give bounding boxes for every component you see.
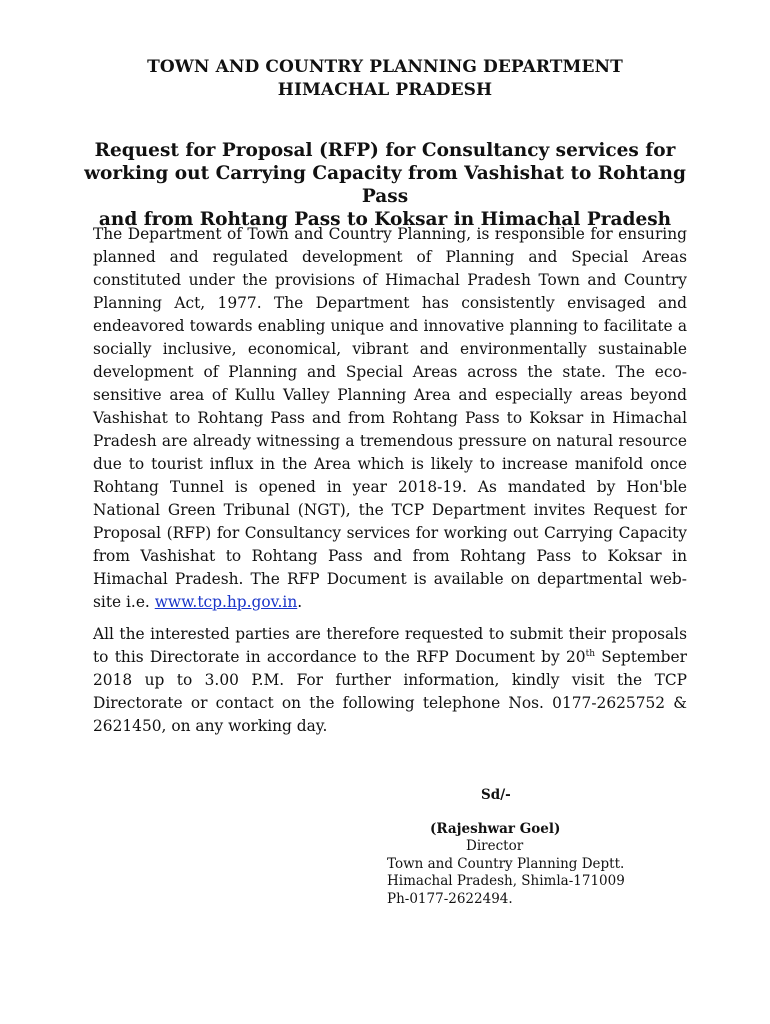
- department-header: [0, 56, 770, 102]
- paragraph-2-end: September 2018 up to 3.00 P.M. For further information, kindly visit the TCP Directorate or contact on the following telephone Nos. 0177-2625752 & 2621450, on any working day.: [93, 648, 687, 735]
- paragraph-1-end: .: [297, 593, 303, 611]
- signed-mark: Sd/-: [481, 787, 511, 803]
- body-paragraph-2: [93, 623, 687, 738]
- signer-office: Town and Country Planning Deptt.: [387, 855, 625, 872]
- signer-address: Himachal Pradesh, Shimla-171009: [387, 873, 625, 889]
- signature-block: [387, 787, 647, 908]
- state-name: HIMACHAL PRADESH: [277, 80, 493, 100]
- rfp-title-line-3: and from Rohtang Pass to Koksar in Himachal Pradesh: [98, 209, 672, 230]
- website-link[interactable]: www.tcp.hp.gov.in: [154, 593, 298, 611]
- department-name: TOWN AND COUNTRY PLANNING DEPARTMENT: [147, 57, 623, 77]
- signer-title: Director: [466, 838, 524, 854]
- paragraph-1-text: The Department of Town and Country Planning, is responsible for ensuring planned and regulated development of Planning and Special Areas constituted under the provisions of Himachal Pradesh Town and Country Planning Act, 1977. The Department has consistently envisaged and endeavored towards enabling unique and innovative planning to facilitate a socially inclusive, economical, vibrant and environmentally sustainable development of Planning and Special Areas across the state. The eco-sensitive area of Kullu Valley Planning Area and especially areas beyond Vashishat to Rohtang Pass and from Rohtang Pass to Koksar in Himachal Pradesh are already witnessing a tremendous pressure on natural resource due to tourist influx in the Area which is likely to increase manifold once Rohtang Tunnel is opened in year 2018-19. As mandated by Hon'ble National Green Tribunal (NGT), the TCP Department invites Request for Proposal (RFP) for Consultancy services for working out Carrying Capacity from Vashishat to Rohtang Pass and from Rohtang Pass to Koksar in Himachal Pradesh. The RFP Document is available on departmental web-site i.e.: [93, 225, 687, 611]
- rfp-title-line-1: Request for Proposal (RFP) for Consultancy services for: [94, 140, 676, 161]
- rfp-title-line-2: working out Carrying Capacity from Vashishat to Rohtang Pass: [84, 163, 686, 207]
- ordinal-suffix: th: [585, 648, 595, 659]
- rfp-title: [80, 139, 690, 231]
- signer-name: (Rajeshwar Goel): [430, 820, 561, 837]
- signer-phone: Ph-0177-2622494.: [387, 890, 513, 907]
- paragraph-2-start: All the interested parties are therefore requested to submit their proposals to this Directorate in accordance to the RFP Document by 20: [93, 625, 687, 666]
- body-paragraph-1: [93, 223, 687, 614]
